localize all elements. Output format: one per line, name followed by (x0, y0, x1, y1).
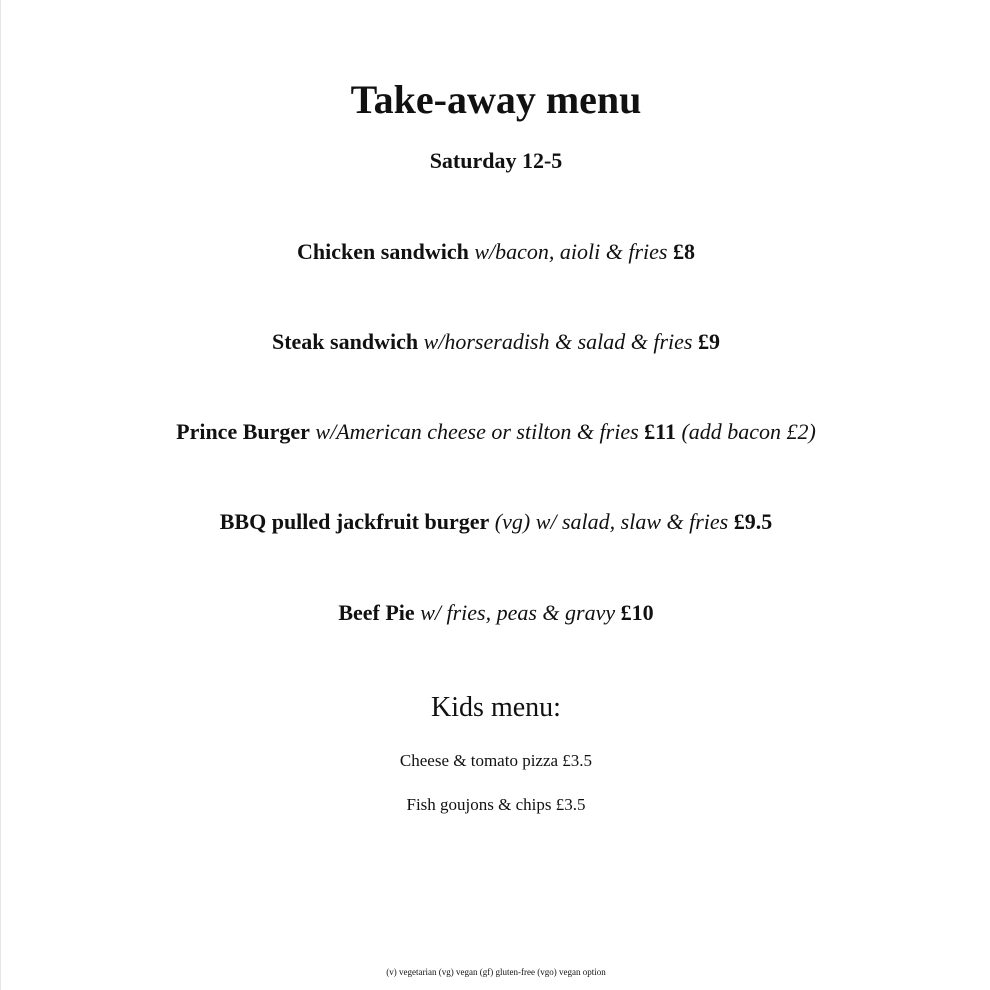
menu-item-price: £9 (698, 329, 720, 354)
page-title: Take-away menu (350, 77, 642, 122)
menu-item-name: Prince Burger (176, 419, 310, 444)
menu-item-prince-burger (1, 419, 990, 445)
kids-menu-item: Cheese & tomato pizza £3.5 (399, 751, 593, 770)
menu-item-price: £11 (644, 419, 676, 444)
menu-item-name: BBQ pulled jackfruit burger (219, 509, 490, 534)
menu-item-description: w/American cheese or stilton & fries (315, 419, 639, 444)
menu-item-description: w/bacon, aioli & fries (474, 239, 668, 264)
menu-item-steak-sandwich (1, 329, 990, 355)
menu-item-jackfruit-burger (1, 509, 990, 535)
kids-menu-heading: Kids menu: (431, 692, 561, 723)
kids-menu-item: Fish goujons & chips £3.5 (406, 795, 586, 814)
menu-item-beef-pie (1, 600, 990, 626)
opening-hours: Saturday 12-5 (429, 148, 563, 173)
menu-item-price: £10 (620, 600, 654, 625)
menu-item-description: w/ fries, peas & gravy (420, 600, 616, 625)
menu-item-name: Beef Pie (338, 600, 415, 625)
menu-item-description: w/horseradish & salad & fries (423, 329, 693, 354)
menu-item-price: £9.5 (733, 509, 773, 534)
menu-item-chicken-sandwich (1, 239, 990, 265)
dietary-tag: (vg) (494, 509, 531, 534)
menu-item-note: (add bacon £2) (681, 419, 816, 444)
menu-item-description: w/ salad, slaw & fries (535, 509, 729, 534)
menu-item-name: Chicken sandwich (297, 239, 469, 264)
menu-item-price: £8 (672, 239, 695, 264)
menu-item-name: Steak sandwich (271, 329, 419, 354)
dietary-key-footer: (v) vegetarian (vg) vegan (gf) gluten-free (vgo) vegan option (386, 967, 606, 977)
